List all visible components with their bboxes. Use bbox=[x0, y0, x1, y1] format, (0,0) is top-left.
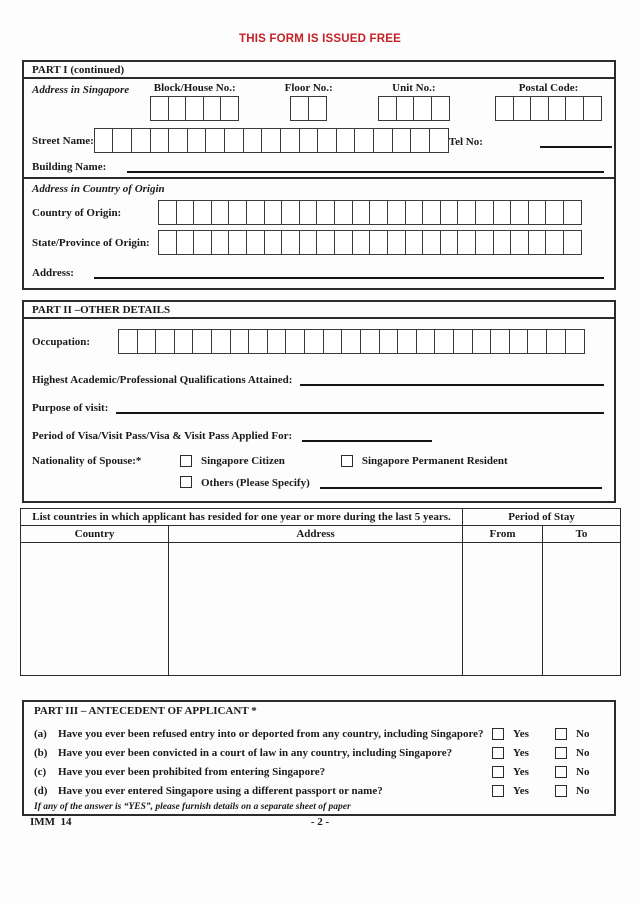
char-cell[interactable] bbox=[416, 329, 436, 354]
char-cell[interactable] bbox=[316, 230, 335, 255]
page-footer bbox=[0, 816, 640, 832]
char-cell[interactable] bbox=[413, 96, 432, 121]
char-cell[interactable] bbox=[528, 230, 547, 255]
char-cell[interactable] bbox=[405, 200, 424, 225]
char-cell[interactable] bbox=[410, 128, 430, 153]
question-a-id: (a) bbox=[34, 727, 47, 740]
char-cell[interactable] bbox=[299, 200, 318, 225]
no-label-a: No bbox=[576, 727, 590, 740]
address-in-singapore-block bbox=[24, 79, 614, 177]
purpose-of-visit-line[interactable] bbox=[116, 399, 604, 414]
char-cell[interactable] bbox=[299, 230, 318, 255]
char-cell[interactable] bbox=[392, 128, 412, 153]
checkbox-yes-b[interactable] bbox=[492, 747, 504, 759]
qualifications-line[interactable] bbox=[300, 371, 604, 386]
purpose-of-visit-label: Purpose of visit: bbox=[32, 402, 109, 414]
country-of-origin-label: Country of Origin: bbox=[32, 206, 122, 219]
char-cell[interactable] bbox=[565, 329, 585, 354]
char-cell[interactable] bbox=[150, 128, 170, 153]
building-name-label: Building Name: bbox=[32, 161, 107, 173]
char-cell[interactable] bbox=[422, 200, 441, 225]
char-cell[interactable] bbox=[352, 230, 371, 255]
char-cell[interactable] bbox=[354, 128, 374, 153]
char-cell[interactable] bbox=[228, 200, 247, 225]
char-cell[interactable] bbox=[176, 200, 195, 225]
char-cell[interactable] bbox=[373, 128, 393, 153]
char-cell[interactable] bbox=[264, 230, 283, 255]
postal-code-label: Postal Code: bbox=[518, 82, 579, 94]
char-cell[interactable] bbox=[510, 230, 529, 255]
address-in-singapore-label: Address in Singapore bbox=[32, 84, 130, 96]
char-cell[interactable] bbox=[168, 128, 188, 153]
street-name-label: Street Name: bbox=[32, 134, 94, 147]
char-cell[interactable] bbox=[583, 96, 602, 121]
char-cell[interactable] bbox=[281, 230, 300, 255]
col-header-to: To bbox=[543, 526, 621, 543]
origin-address-line[interactable] bbox=[94, 264, 604, 279]
checkbox-no-d[interactable] bbox=[555, 785, 567, 797]
qualifications-label: Highest Academic/Professional Qualifications Attained: bbox=[32, 374, 293, 386]
char-cell[interactable] bbox=[285, 329, 305, 354]
char-cell[interactable] bbox=[248, 329, 268, 354]
origin-address-label: Address: bbox=[32, 267, 74, 279]
char-cell[interactable] bbox=[528, 200, 547, 225]
state-province-cells[interactable] bbox=[158, 230, 582, 255]
char-cell[interactable] bbox=[509, 329, 529, 354]
checkbox-others[interactable] bbox=[180, 476, 192, 488]
checkbox-no-b[interactable] bbox=[555, 747, 567, 759]
floor-no-cells[interactable] bbox=[290, 96, 327, 121]
char-cell[interactable] bbox=[193, 200, 212, 225]
char-cell[interactable] bbox=[118, 329, 138, 354]
char-cell[interactable] bbox=[112, 128, 132, 153]
char-cell[interactable] bbox=[94, 128, 114, 153]
char-cell[interactable] bbox=[431, 96, 450, 121]
char-cell[interactable] bbox=[563, 230, 582, 255]
residence-table-span-header: List countries in which applicant has resided for one year or more during the last 5 years. bbox=[21, 509, 463, 526]
residence-table bbox=[20, 508, 621, 676]
checkbox-singapore-pr[interactable] bbox=[341, 455, 353, 467]
char-cell[interactable] bbox=[299, 128, 319, 153]
char-cell[interactable] bbox=[530, 96, 549, 121]
street-name-cells[interactable] bbox=[94, 128, 449, 153]
question-d-id: (d) bbox=[34, 784, 48, 797]
question-a-text: Have you ever been refused entry into or deported from any country, including Singapore? bbox=[58, 727, 484, 740]
char-cell[interactable] bbox=[334, 200, 353, 225]
part2-title: PART II –OTHER DETAILS bbox=[24, 302, 614, 319]
checkbox-yes-c[interactable] bbox=[492, 766, 504, 778]
char-cell[interactable] bbox=[475, 230, 494, 255]
char-cell[interactable] bbox=[192, 329, 212, 354]
char-cell[interactable] bbox=[280, 128, 300, 153]
char-cell[interactable] bbox=[397, 329, 417, 354]
table-cell-country[interactable] bbox=[21, 543, 169, 676]
char-cell[interactable] bbox=[224, 128, 244, 153]
question-d-text: Have you ever entered Singapore using a different passport or name? bbox=[58, 784, 383, 797]
col-header-from: From bbox=[463, 526, 543, 543]
no-label-d: No bbox=[576, 784, 590, 797]
singapore-citizen-label: Singapore Citizen bbox=[201, 455, 285, 467]
yes-label-d: Yes bbox=[513, 784, 529, 797]
char-cell[interactable] bbox=[334, 230, 353, 255]
period-of-stay-header: Period of Stay bbox=[463, 509, 621, 526]
char-cell[interactable] bbox=[422, 230, 441, 255]
postal-code-cells[interactable] bbox=[495, 96, 602, 121]
part3-note: If any of the answer is “YES”, please furnish details on a separate sheet of paper bbox=[34, 802, 351, 812]
checkbox-yes-d[interactable] bbox=[492, 785, 504, 797]
form-number: IMM 14 bbox=[30, 816, 72, 828]
block-house-no-cells[interactable] bbox=[150, 96, 239, 121]
floor-no-label: Floor No.: bbox=[284, 82, 333, 94]
free-form-banner: THIS FORM IS ISSUED FREE bbox=[239, 33, 401, 45]
char-cell[interactable] bbox=[228, 230, 247, 255]
char-cell[interactable] bbox=[341, 329, 361, 354]
checkbox-no-c[interactable] bbox=[555, 766, 567, 778]
question-c-text: Have you ever been prohibited from entering Singapore? bbox=[58, 765, 326, 778]
question-row-a bbox=[34, 724, 604, 743]
unit-no-group bbox=[378, 82, 450, 121]
char-cell[interactable] bbox=[387, 200, 406, 225]
char-cell[interactable] bbox=[243, 128, 263, 153]
floor-no-group bbox=[285, 82, 333, 121]
part1-title: PART I (continued) bbox=[24, 62, 614, 79]
question-b-text: Have you ever been convicted in a court of law in any country, including Singapore? bbox=[58, 746, 453, 759]
building-name-line[interactable] bbox=[127, 158, 604, 173]
char-cell[interactable] bbox=[405, 230, 424, 255]
char-cell[interactable] bbox=[545, 200, 564, 225]
char-cell[interactable] bbox=[336, 128, 356, 153]
char-cell[interactable] bbox=[369, 200, 388, 225]
char-cell[interactable] bbox=[246, 230, 265, 255]
others-specify-line[interactable] bbox=[320, 474, 602, 489]
part3-section bbox=[22, 700, 616, 816]
char-cell[interactable] bbox=[264, 200, 283, 225]
char-cell[interactable] bbox=[429, 128, 449, 153]
char-cell[interactable] bbox=[457, 230, 476, 255]
char-cell[interactable] bbox=[168, 96, 187, 121]
char-cell[interactable] bbox=[493, 200, 512, 225]
char-cell[interactable] bbox=[211, 200, 230, 225]
unit-no-label: Unit No.: bbox=[392, 82, 436, 94]
checkbox-no-a[interactable] bbox=[555, 728, 567, 740]
singapore-pr-label: Singapore Permanent Resident bbox=[361, 455, 508, 467]
block-house-no-group bbox=[150, 82, 239, 121]
state-province-label: State/Province of Origin: bbox=[32, 236, 150, 249]
char-cell[interactable] bbox=[440, 200, 459, 225]
char-cell[interactable] bbox=[267, 329, 287, 354]
char-cell[interactable] bbox=[475, 200, 494, 225]
char-cell[interactable] bbox=[187, 128, 207, 153]
char-cell[interactable] bbox=[378, 96, 397, 121]
char-cell[interactable] bbox=[548, 96, 567, 121]
char-cell[interactable] bbox=[513, 96, 532, 121]
char-cell[interactable] bbox=[185, 96, 204, 121]
yes-label-a: Yes bbox=[513, 727, 529, 740]
occupation-label: Occupation: bbox=[32, 335, 91, 348]
checkbox-yes-a[interactable] bbox=[492, 728, 504, 740]
char-cell[interactable] bbox=[453, 329, 473, 354]
char-cell[interactable] bbox=[472, 329, 492, 354]
char-cell[interactable] bbox=[150, 96, 169, 121]
char-cell[interactable] bbox=[369, 230, 388, 255]
char-cell[interactable] bbox=[220, 96, 239, 121]
question-b-id: (b) bbox=[34, 746, 48, 759]
col-header-address: Address bbox=[169, 526, 463, 543]
char-cell[interactable] bbox=[563, 200, 582, 225]
char-cell[interactable] bbox=[490, 329, 510, 354]
char-cell[interactable] bbox=[230, 329, 250, 354]
char-cell[interactable] bbox=[290, 96, 309, 121]
char-cell[interactable] bbox=[246, 200, 265, 225]
char-cell[interactable] bbox=[323, 329, 343, 354]
spouse-option-others bbox=[180, 474, 606, 491]
char-cell[interactable] bbox=[281, 200, 300, 225]
char-cell[interactable] bbox=[527, 329, 547, 354]
table-cell-to[interactable] bbox=[543, 543, 621, 676]
char-cell[interactable] bbox=[205, 128, 225, 153]
part2-section bbox=[22, 300, 616, 503]
char-cell[interactable] bbox=[158, 230, 177, 255]
spouse-option-pr bbox=[341, 455, 508, 467]
char-cell[interactable] bbox=[387, 230, 406, 255]
part3-title: PART III – ANTECEDENT OF APPLICANT * bbox=[34, 705, 257, 717]
tel-no-label: Tel No: bbox=[448, 136, 483, 148]
char-cell[interactable] bbox=[379, 329, 399, 354]
block-house-no-label: Block/House No.: bbox=[153, 82, 236, 94]
question-row-d bbox=[34, 781, 604, 800]
char-cell[interactable] bbox=[396, 96, 415, 121]
nationality-of-spouse-label: Nationality of Spouse:* bbox=[32, 455, 142, 467]
char-cell[interactable] bbox=[510, 200, 529, 225]
table-cell-address[interactable] bbox=[169, 543, 463, 676]
char-cell[interactable] bbox=[308, 96, 327, 121]
char-cell[interactable] bbox=[158, 200, 177, 225]
tel-no-line[interactable] bbox=[540, 133, 612, 148]
char-cell[interactable] bbox=[457, 200, 476, 225]
char-cell[interactable] bbox=[495, 96, 514, 121]
no-label-c: No bbox=[576, 765, 590, 778]
question-row-c bbox=[34, 762, 604, 781]
col-header-country: Country bbox=[21, 526, 169, 543]
postal-code-group bbox=[495, 82, 602, 121]
char-cell[interactable] bbox=[565, 96, 584, 121]
others-specify-label: Others (Please Specify) bbox=[201, 477, 310, 489]
char-cell[interactable] bbox=[203, 96, 222, 121]
yes-label-b: Yes bbox=[513, 746, 529, 759]
address-country-of-origin-block bbox=[24, 179, 614, 279]
part1-section bbox=[22, 60, 616, 290]
char-cell[interactable] bbox=[352, 200, 371, 225]
country-of-origin-cells[interactable] bbox=[158, 200, 582, 225]
char-cell[interactable] bbox=[193, 230, 212, 255]
char-cell[interactable] bbox=[317, 128, 337, 153]
no-label-b: No bbox=[576, 746, 590, 759]
period-of-visa-label: Period of Visa/Visit Pass/Visa & Visit Pass Applied For: bbox=[32, 430, 293, 442]
question-row-b bbox=[34, 743, 604, 762]
char-cell[interactable] bbox=[493, 230, 512, 255]
table-cell-from[interactable] bbox=[463, 543, 543, 676]
char-cell[interactable] bbox=[211, 230, 230, 255]
char-cell[interactable] bbox=[155, 329, 175, 354]
char-cell[interactable] bbox=[211, 329, 231, 354]
char-cell[interactable] bbox=[546, 329, 566, 354]
checkbox-singapore-citizen[interactable] bbox=[180, 455, 192, 467]
char-cell[interactable] bbox=[174, 329, 194, 354]
yes-label-c: Yes bbox=[513, 765, 529, 778]
char-cell[interactable] bbox=[304, 329, 324, 354]
occupation-cells[interactable] bbox=[118, 329, 585, 354]
char-cell[interactable] bbox=[440, 230, 459, 255]
spouse-option-citizen bbox=[180, 455, 285, 467]
char-cell[interactable] bbox=[137, 329, 157, 354]
char-cell[interactable] bbox=[176, 230, 195, 255]
address-country-of-origin-label: Address in Country of Origin bbox=[32, 183, 165, 195]
char-cell[interactable] bbox=[131, 128, 151, 153]
char-cell[interactable] bbox=[360, 329, 380, 354]
question-c-id: (c) bbox=[34, 765, 47, 778]
char-cell[interactable] bbox=[545, 230, 564, 255]
char-cell[interactable] bbox=[261, 128, 281, 153]
page-number: - 2 - bbox=[310, 816, 330, 828]
period-of-visa-line[interactable] bbox=[302, 427, 432, 442]
char-cell[interactable] bbox=[316, 200, 335, 225]
unit-no-cells[interactable] bbox=[378, 96, 450, 121]
char-cell[interactable] bbox=[434, 329, 454, 354]
